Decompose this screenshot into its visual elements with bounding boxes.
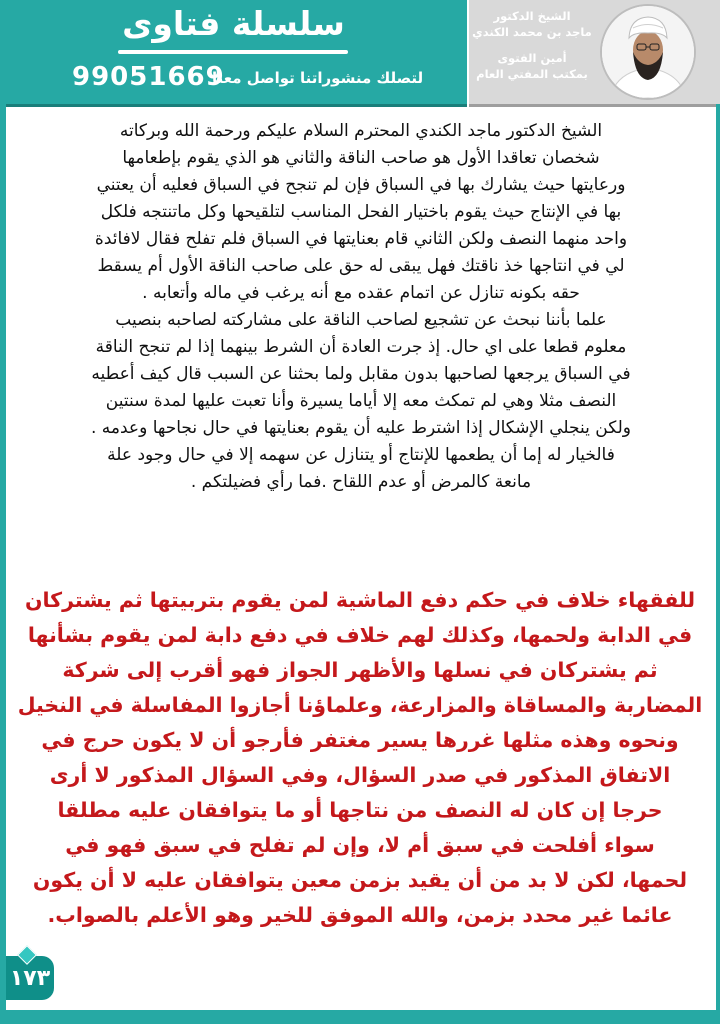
right-border-stripe: [716, 104, 720, 1024]
question-text: [18, 118, 704, 496]
question-line: لي في انتاجها خذ ناقتك فهل يبقى له حق على صاحب الناقة الأول أم يسقط: [97, 256, 625, 276]
scholar-office: بمكتب المفتي العام: [476, 67, 588, 81]
question-line: علما بأننا نبحث عن تشجيع لصاحب الناقة على مشاركته لصاحبه بنصيب: [115, 310, 607, 330]
scholar-info: [469, 8, 595, 82]
contact-row: [0, 60, 467, 96]
question-line: في السباق يرجعها لصاحبها بدون مقابل ولما بحثنا عن السبب قال كيف أعطيه: [91, 364, 631, 384]
question-line: ولكن ينجلي الإشكال إذا اشترط عليه أن يقوم بعنايتها في حال نجاحها وعدمه .: [90, 418, 632, 438]
answer-line: الاتفاق المذكور في صدر السؤال، وفي السؤال المذكور لا أرى: [49, 763, 671, 787]
contact-text: لتصلك منشوراتنا تواصل معنا: [212, 69, 424, 87]
question-line: شخصان تعاقدا الأول هو صاحب الناقة والثاني هو الذي يقوم بإطعامها: [122, 148, 600, 168]
question-line: بها في الإنتاج حيث يقوم باختيار الفحل المناسب لتلقيحها وكل ماتنتجه فلكل: [100, 202, 622, 222]
question-line: مانعة كالمرض أو عدم اللقاح .فما رأي فضيلتكم .: [190, 472, 532, 492]
answer-line: حرجا إن كان له النصف من نتاجها أو ما يتوافقان عليه مطلقا: [57, 798, 663, 822]
question-line: واحد منهما النصف ولكن الثاني قام بعنايتها في السباق فلم تفلح فقال لافائدة: [94, 229, 628, 249]
sheikh-portrait-icon: [600, 4, 696, 100]
title-underline: [118, 50, 348, 54]
answer-line: ثم يشتركان في نسلها والأظهر الجواز فهو أقرب إلى شركة: [62, 658, 658, 682]
phone-number: 99051669: [72, 62, 225, 92]
question-line: ورعايتها حيث يشارك بها في السباق فإن لم تنجح في السباق فعليه أن يعتني: [96, 175, 626, 195]
question-line: النصف مثلا وهي لم تمكث معه إلا أياما يسيرة وأنا تعبت عليها لمدة سنتين: [105, 391, 617, 411]
header-banner: [0, 0, 467, 107]
answer-line: للفقهاء خلاف في حكم دفع الماشية لمن يقوم بتربيتها ثم يشتركان: [24, 588, 696, 612]
question-line: الشيخ الدكتور ماجد الكندي المحترم السلام عليكم ورحمة الله وبركاته: [119, 121, 603, 141]
question-line: فالخيار له إما أن يطعمها للإنتاج أو يتنازل عن سهمه إلا في حال وجود علة: [107, 445, 615, 465]
question-line: معلوم قطعا على اي حال. إذ جرت العادة أن الشرط بينهما إذا لم تنجح الناقة: [95, 337, 627, 357]
answer-line: لحمها، لكن لا بد من أن يقيد بزمن معين يتوافقان عليه لا أن يكون: [32, 868, 688, 892]
page-number-badge: [6, 956, 54, 1000]
page-number: ١٧٣: [9, 966, 51, 991]
answer-line: المضاربة والمساقاة والمزارعة، وعلماؤنا أجازوا المفاسلة في النخيل: [17, 693, 703, 717]
answer-line: سواء أفلحت في سبق أم لا، وإن لم تفلح في سبق فهو في: [65, 833, 655, 857]
series-title: سلسلة فتاوى: [122, 4, 345, 43]
left-border-stripe: [0, 104, 6, 1024]
scholar-card: [469, 0, 720, 107]
answer-line: في الدابة ولحمها، وكذلك لهم خلاف في دفع دابة لمن يقوم بشأنها: [27, 623, 693, 647]
answer-text: [12, 583, 708, 933]
answer-line: عائما غير محدد بزمن، والله الموفق للخير وهو الأعلم بالصواب.: [47, 903, 673, 927]
scholar-name: ماجد بن محمد الكندي: [472, 25, 592, 39]
scholar-role: أمين الفتوى: [497, 51, 567, 65]
answer-line: ونحوه وهذه مثلها غررها يسير مغتفر فأرجو أن لا يكون حرج في: [41, 728, 679, 752]
scholar-title: الشيخ الدكتور: [493, 9, 571, 23]
footer-bar: [0, 1010, 720, 1024]
question-line: حقه بكونه تنازل عن اتمام عقده مع أنه يرغب في ماله وأتعابه .: [142, 283, 580, 303]
